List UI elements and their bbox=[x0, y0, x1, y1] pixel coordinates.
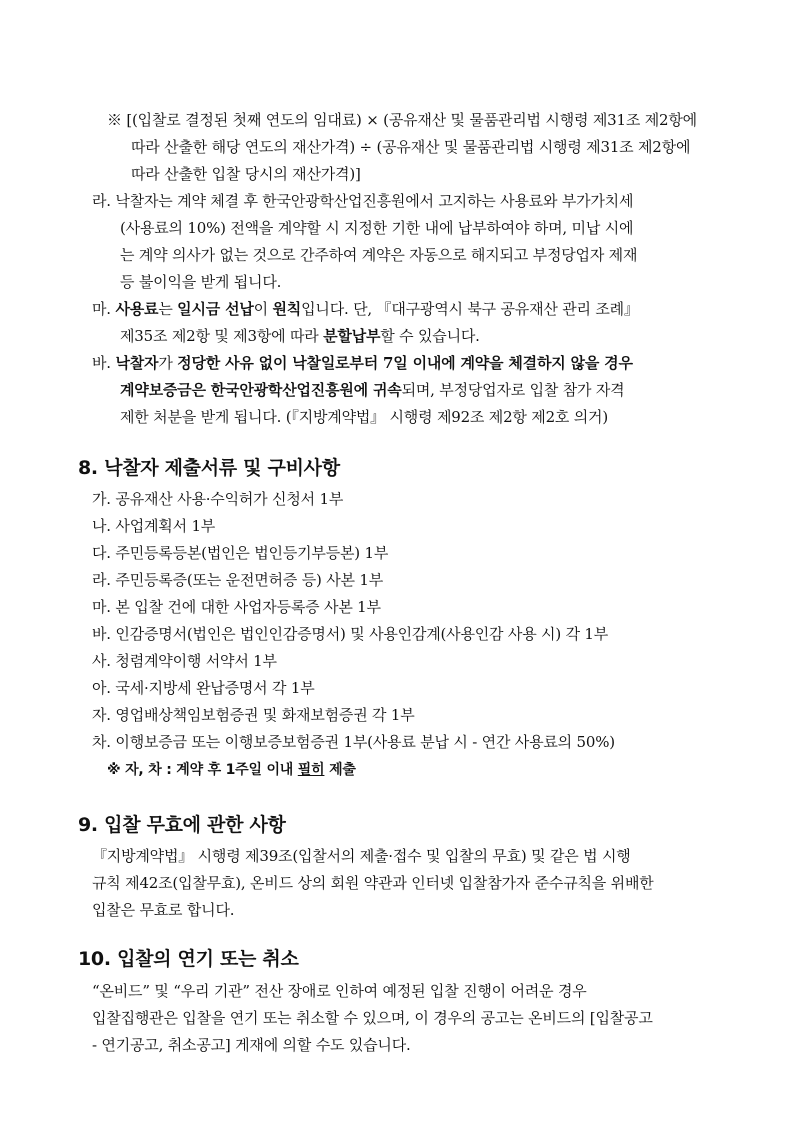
note-line: 따라 산출한 입찰 당시의 재산가격)] bbox=[131, 165, 361, 183]
item-ba-text: 바. bbox=[92, 354, 116, 372]
item-ma-text: 입니다. 단, 『대구광역시 북구 공유재산 관리 조례』 bbox=[301, 300, 639, 318]
item-ma-text: 제35조 제2항 및 제3항에 따라 bbox=[120, 327, 324, 345]
note-line: 따라 산출한 해당 연도의 재산가격) ÷ (공유재산 및 물품관리법 시행령 제31조 제2항에 bbox=[131, 138, 691, 156]
item-ma-line bbox=[92, 299, 639, 319]
section-9-line: 『지방계약법』 시행령 제39조(입찰서의 제출·접수 및 입찰의 무효) 및 같은 법 시행 bbox=[92, 847, 631, 865]
item-ma-text: 마. bbox=[92, 300, 116, 318]
section-9-line: 입찰은 무효로 합니다. bbox=[92, 901, 235, 919]
section-9-line: 규칙 제42조(입찰무효), 온비드 상의 회원 약관과 인터넷 입찰참가자 준수규칙을 위배한 bbox=[92, 874, 654, 892]
item-ba-bold: 계약보증금은 한국안광학산업진흥원에 귀속 bbox=[120, 381, 402, 399]
item-ma-bold: 분할납부 bbox=[323, 327, 381, 345]
section-10-line: - 연기공고, 취소공고] 게재에 의할 수도 있습니다. bbox=[92, 1036, 411, 1054]
section-8-item: 마. 본 입찰 건에 대한 사업자등록증 사본 1부 bbox=[92, 598, 381, 616]
section-8-item: 아. 국세·지방세 완납증명서 각 1부 bbox=[92, 679, 315, 697]
item-ra-line: 등 불이익을 받게 됩니다. bbox=[120, 273, 282, 291]
item-ba-text: 가 bbox=[158, 354, 178, 372]
item-ba-bold: 정당한 사유 없이 낙찰일로부터 7일 이내에 계약을 체결하지 않을 경우 bbox=[177, 354, 633, 372]
item-ma-bold: 원칙 bbox=[272, 300, 302, 318]
section-8-item: 다. 주민등록등본(법인은 법인등기부등본) 1부 bbox=[92, 544, 389, 562]
item-ba-bold: 낙찰자 bbox=[115, 354, 159, 372]
section-10-line: 입찰집행관은 입찰을 연기 또는 취소할 수 있으며, 이 경우의 공고는 온비드의 [입찰공고 bbox=[92, 1009, 653, 1027]
note-text: 제출 bbox=[324, 762, 356, 778]
item-ma-text: 는 bbox=[158, 300, 178, 318]
item-ma-text: 이 bbox=[253, 300, 273, 318]
note-underlined: 필히 bbox=[297, 762, 325, 778]
section-8-note bbox=[107, 760, 356, 780]
section-8-item: 라. 주민등록증(또는 운전면허증 등) 사본 1부 bbox=[92, 571, 383, 589]
section-10-heading: 10. 입찰의 연기 또는 취소 bbox=[78, 948, 299, 970]
note-text: ※ 자, 차 : 계약 후 1주일 이내 bbox=[107, 762, 298, 778]
section-8-item: 바. 인감증명서(법인은 법인인감증명서) 및 사용인감계(사용인감 사용 시) 각 1부 bbox=[92, 625, 609, 643]
section-9-heading: 9. 입찰 무효에 관한 사항 bbox=[78, 814, 286, 836]
item-ba-text: 되며, 부정당업자로 입찰 참가 자격 bbox=[401, 381, 625, 399]
section-8-item: 가. 공유재산 사용·수익허가 신청서 1부 bbox=[92, 490, 344, 508]
item-ma-line bbox=[120, 326, 480, 346]
section-8-item: 자. 영업배상책임보험증권 및 화재보험증권 각 1부 bbox=[92, 706, 415, 724]
section-8-item: 사. 청렴계약이행 서약서 1부 bbox=[92, 652, 277, 670]
item-ba-line bbox=[92, 353, 633, 373]
item-ra-line: (사용료의 10%) 전액을 계약할 시 지정한 기한 내에 납부하여야 하며, 미납 시에 bbox=[120, 219, 634, 237]
section-8-item: 나. 사업계획서 1부 bbox=[92, 517, 216, 535]
item-ma-text: 할 수 있습니다. bbox=[380, 327, 480, 345]
item-ra-line: 는 계약 의사가 없는 것으로 간주하여 계약은 자동으로 해지되고 부정당업자 제재 bbox=[120, 246, 638, 264]
section-8-item: 차. 이행보증금 또는 이행보증보험증권 1부(사용료 분납 시 - 연간 사용료의 50%) bbox=[92, 733, 615, 751]
item-ba-line bbox=[120, 380, 624, 400]
item-ba-line: 제한 처분을 받게 됩니다. (『지방계약법』 시행령 제92조 제2항 제2호 의거) bbox=[120, 408, 609, 426]
item-ma-bold: 사용료 bbox=[115, 300, 159, 318]
item-ma-bold: 일시금 선납 bbox=[177, 300, 254, 318]
section-10-line: “온비드” 및 “우리 기관” 전산 장애로 인하여 예정된 입찰 진행이 어려운 경우 bbox=[92, 982, 587, 1000]
item-ra-line: 라. 낙찰자는 계약 체결 후 한국안광학산업진흥원에서 고지하는 사용료와 부가가치세 bbox=[92, 192, 634, 210]
section-8-heading: 8. 낙찰자 제출서류 및 구비사항 bbox=[78, 457, 340, 479]
note-line: ※ [(입찰로 결정된 첫째 연도의 임대료) × (공유재산 및 물품관리법 시행령 제31조 제2항에 bbox=[107, 111, 697, 129]
